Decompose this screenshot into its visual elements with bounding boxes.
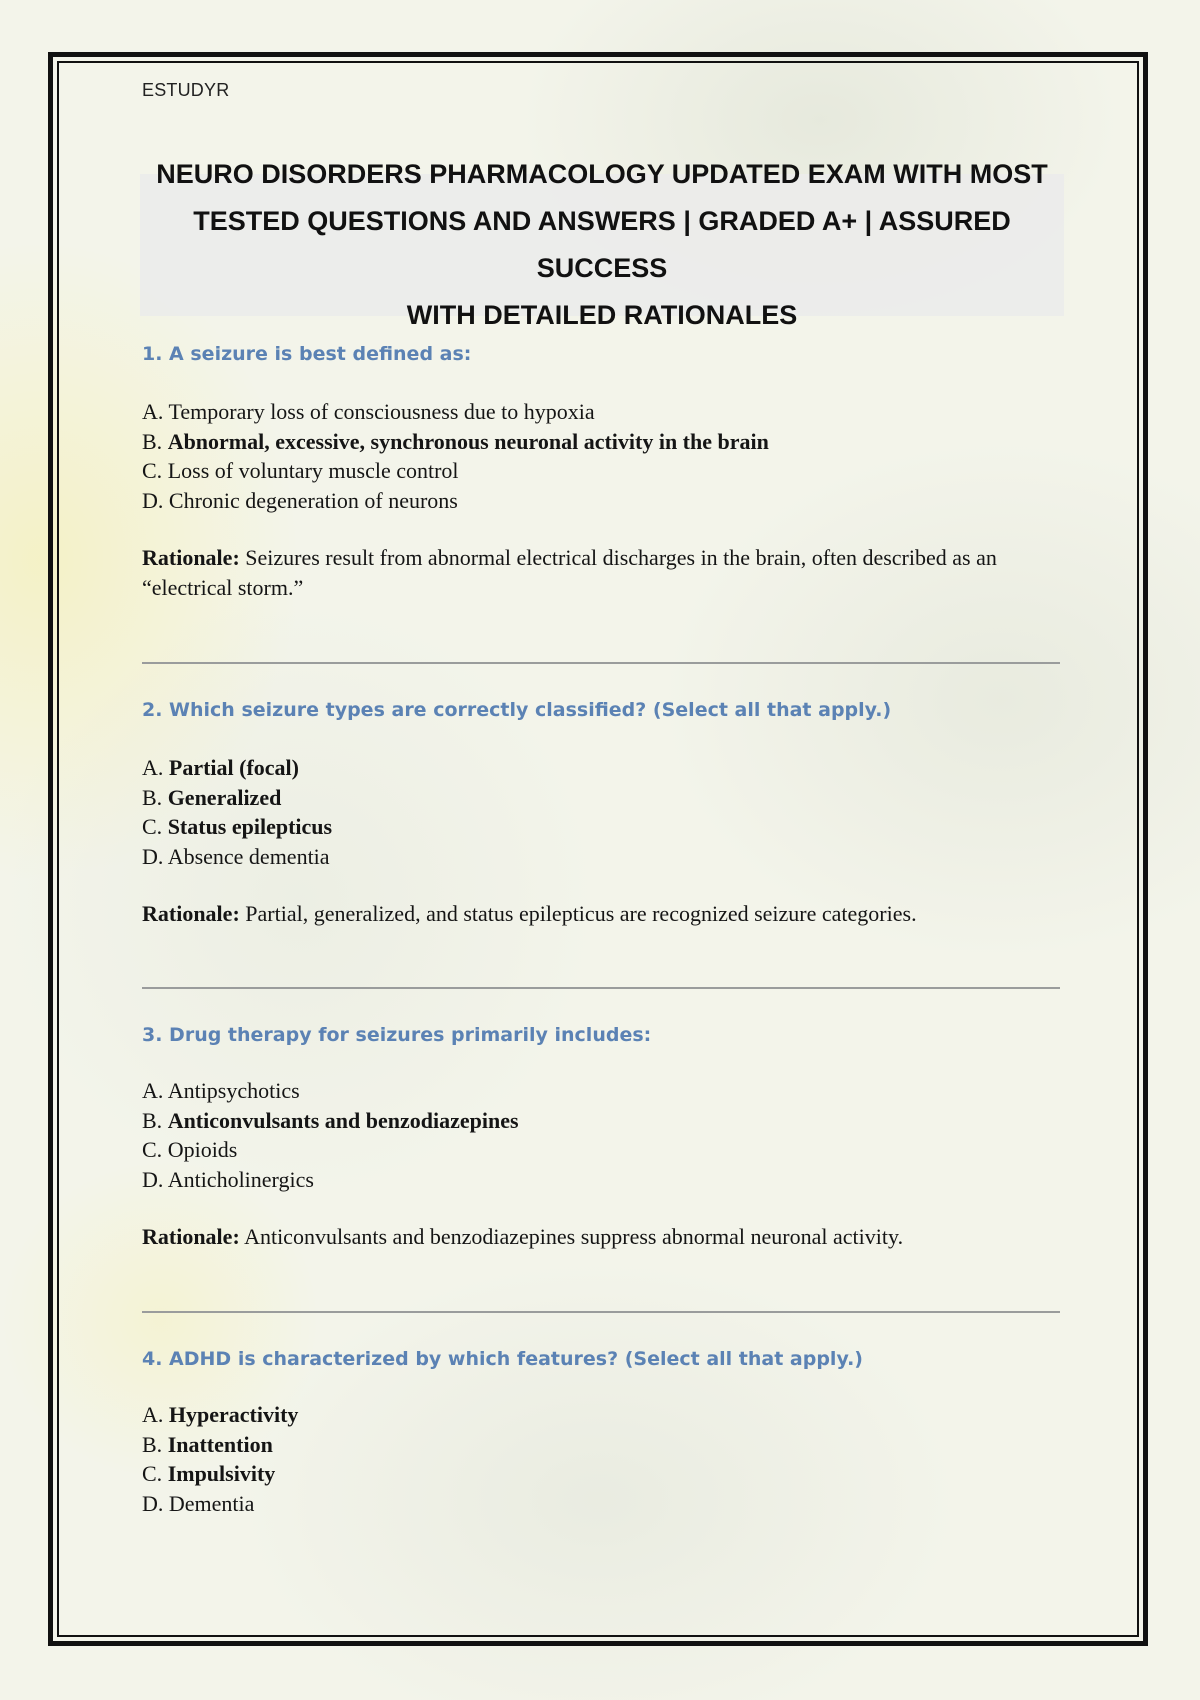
- option-b: [142, 1430, 1062, 1460]
- option-list: [142, 1400, 1062, 1518]
- option-letter: B.: [142, 784, 163, 810]
- option-letter: D.: [142, 1166, 164, 1192]
- title-line-1: NEURO DISORDERS PHARMACOLOGY UPDATED EXAM WITH MOST: [156, 159, 1048, 189]
- question-3: [142, 1022, 1062, 1252]
- question-2: [142, 697, 1062, 929]
- title-banner: [140, 159, 1064, 330]
- option-letter: B.: [142, 1107, 163, 1133]
- option-c: [142, 1459, 1062, 1489]
- question-heading: 4. ADHD is characterized by which features? (Select all that apply.): [142, 1348, 863, 1370]
- option-text-correct: Impulsivity: [167, 1461, 276, 1486]
- question-heading: 1. A seizure is best defined as:: [142, 343, 472, 365]
- rationale-label: Rationale:: [142, 1224, 240, 1249]
- option-letter: A.: [142, 399, 164, 424]
- rationale: [142, 543, 1062, 603]
- option-letter: C.: [142, 458, 163, 483]
- rationale: [142, 899, 1062, 929]
- option-b: [142, 783, 1062, 813]
- option-text-correct: Status epilepticus: [167, 814, 333, 839]
- option-a: [142, 397, 1062, 427]
- title-line-2: TESTED QUESTIONS AND ANSWERS | GRADED A+ | ASSURED SUCCESS: [193, 206, 1011, 283]
- option-text: Anticholinergics: [167, 1166, 314, 1192]
- option-d: [142, 842, 1062, 872]
- option-text: Absence dementia: [167, 843, 330, 869]
- option-text-correct: Partial (focal): [168, 755, 299, 780]
- option-b: [142, 427, 1062, 457]
- rationale: [142, 1222, 1062, 1252]
- option-text: Chronic degeneration of neurons: [168, 487, 458, 513]
- option-text-correct: Anticonvulsants and benzodiazepines: [167, 1107, 519, 1133]
- section-divider: [142, 1311, 1060, 1313]
- option-letter: D.: [142, 843, 164, 869]
- rationale-label: Rationale:: [142, 545, 240, 570]
- option-list: [142, 753, 1062, 871]
- option-d: [142, 1165, 1062, 1195]
- option-letter: D.: [142, 1490, 164, 1516]
- question-4: [142, 1346, 1062, 1518]
- question-heading: 2. Which seizure types are correctly classified? (Select all that apply.): [142, 699, 892, 721]
- option-letter: C.: [142, 1137, 163, 1162]
- rationale-text: Anticonvulsants and benzodiazepines suppress abnormal neuronal activity.: [244, 1224, 904, 1249]
- option-a: [142, 1400, 1062, 1430]
- option-c: [142, 1135, 1062, 1165]
- option-c: [142, 812, 1062, 842]
- option-letter: A.: [142, 1402, 164, 1427]
- option-a: [142, 1076, 1062, 1106]
- option-letter: D.: [142, 487, 164, 513]
- brand-label: ESTUDYR: [142, 80, 230, 100]
- option-text: Antipsychotics: [167, 1078, 300, 1103]
- rationale-text: Partial, generalized, and status epilepticus are recognized seizure categories.: [245, 901, 917, 926]
- option-d: [142, 486, 1062, 516]
- option-letter: B.: [142, 428, 163, 454]
- rationale-text: Seizures result from abnormal electrical discharges in the brain, often described as an “electrical storm.”: [142, 545, 997, 600]
- option-text: Temporary loss of consciousness due to hypoxia: [168, 399, 595, 424]
- option-text: Dementia: [168, 1490, 255, 1516]
- question-1: [142, 341, 1062, 603]
- option-b: [142, 1106, 1062, 1136]
- option-text: Loss of voluntary muscle control: [167, 458, 459, 483]
- option-text-correct: Generalized: [167, 784, 282, 810]
- section-divider: [142, 662, 1060, 664]
- option-letter: A.: [142, 1078, 164, 1103]
- section-divider: [142, 987, 1060, 989]
- option-text-correct: Inattention: [167, 1431, 273, 1457]
- rationale-label: Rationale:: [142, 901, 240, 926]
- title-line-3: WITH DETAILED RATIONALES: [406, 300, 798, 330]
- option-c: [142, 456, 1062, 486]
- option-letter: A.: [142, 755, 164, 780]
- document-title: [140, 151, 1064, 339]
- option-list: [142, 397, 1062, 515]
- option-letter: C.: [142, 814, 163, 839]
- option-a: [142, 753, 1062, 783]
- option-letter: B.: [142, 1431, 163, 1457]
- option-text-correct: Abnormal, excessive, synchronous neuronal activity in the brain: [167, 428, 769, 454]
- option-text: Opioids: [167, 1137, 238, 1162]
- option-d: [142, 1489, 1062, 1519]
- question-heading: 3. Drug therapy for seizures primarily includes:: [142, 1024, 652, 1046]
- option-text-correct: Hyperactivity: [168, 1402, 299, 1427]
- option-letter: C.: [142, 1461, 163, 1486]
- option-list: [142, 1076, 1062, 1194]
